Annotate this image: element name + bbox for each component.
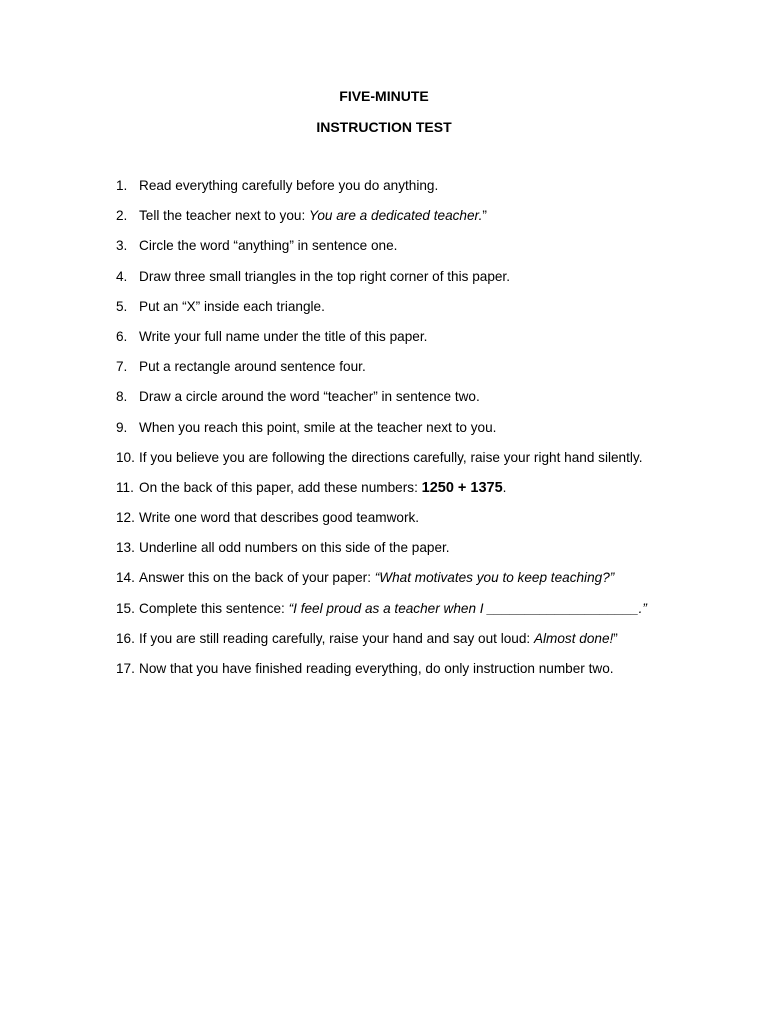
instruction-item bbox=[116, 539, 647, 569]
item-number: 6. bbox=[116, 328, 128, 344]
item-text: . bbox=[502, 479, 507, 495]
item-text: Underline all odd numbers on this side of the paper. bbox=[139, 540, 450, 556]
item-number: 15. bbox=[116, 600, 135, 616]
item-text: Put an “X” inside each triangle. bbox=[139, 298, 325, 314]
item-text: Circle the word “anything” in sentence one. bbox=[139, 238, 398, 254]
instruction-item bbox=[116, 569, 647, 599]
item-number: 16. bbox=[116, 630, 135, 646]
instruction-item bbox=[116, 237, 647, 267]
item-text: If you are still reading carefully, raise your hand and say out loud: bbox=[139, 630, 534, 646]
item-number: 1. bbox=[116, 178, 128, 193]
instruction-item bbox=[116, 419, 647, 449]
item-number: 9. bbox=[116, 419, 128, 435]
item-number: 8. bbox=[116, 389, 128, 405]
item-number: 10. bbox=[116, 449, 135, 465]
item-number: 12. bbox=[116, 510, 135, 526]
item-number: 4. bbox=[116, 268, 128, 284]
item-text: When you reach this point, smile at the teacher next to you. bbox=[139, 419, 497, 435]
item-text: ” bbox=[613, 630, 618, 646]
instruction-item bbox=[116, 509, 647, 539]
item-text: 1250 + 1375 bbox=[421, 479, 503, 496]
instruction-item bbox=[116, 600, 647, 630]
instruction-list bbox=[116, 177, 647, 690]
instruction-item bbox=[116, 268, 647, 298]
item-number: 11. bbox=[116, 479, 134, 495]
item-text: Complete this sentence: bbox=[139, 600, 289, 616]
item-number: 3. bbox=[116, 238, 128, 254]
instruction-item bbox=[116, 630, 647, 660]
item-number: 17. bbox=[116, 661, 135, 676]
item-text: Put a rectangle around sentence four. bbox=[139, 359, 366, 375]
item-text: You are a dedicated teacher. bbox=[309, 208, 483, 224]
item-number: 14. bbox=[116, 570, 135, 586]
item-text: ” bbox=[482, 208, 487, 224]
instruction-item bbox=[116, 388, 647, 418]
item-text: “What motivates you to keep teaching?” bbox=[374, 570, 615, 586]
item-text: Draw three small triangles in the top right corner of this paper. bbox=[139, 268, 510, 284]
instruction-item bbox=[116, 358, 647, 388]
item-number: 7. bbox=[116, 359, 128, 375]
item-text: Tell the teacher next to you: bbox=[139, 208, 310, 224]
instruction-item bbox=[116, 479, 647, 509]
instruction-item bbox=[116, 328, 647, 358]
instruction-item bbox=[116, 177, 647, 207]
instruction-item bbox=[116, 207, 647, 237]
item-text: Almost done! bbox=[533, 630, 614, 646]
item-number: 5. bbox=[116, 298, 128, 314]
item-text: Write one word that describes good teamwork. bbox=[139, 510, 420, 526]
item-text: If you believe you are following the directions carefully, raise your right hand silently. bbox=[139, 449, 643, 465]
instruction-item bbox=[116, 660, 647, 690]
item-text: Answer this on the back of your paper: bbox=[139, 570, 375, 586]
instruction-item bbox=[116, 298, 647, 328]
item-text: Now that you have finished reading everything, do only instruction number two. bbox=[139, 661, 614, 676]
item-text: On the back of this paper, add these numbers: bbox=[139, 479, 422, 495]
item-text: Draw a circle around the word “teacher” in sentence two. bbox=[139, 389, 480, 405]
item-number: 2. bbox=[116, 208, 128, 224]
document-title: FIVE-MINUTE bbox=[339, 88, 429, 104]
item-text: Write your full name under the title of this paper. bbox=[139, 328, 428, 344]
item-text: “I feel proud as a teacher when I ____________________.” bbox=[288, 600, 647, 616]
item-text: Read everything carefully before you do anything. bbox=[139, 178, 439, 193]
item-number: 13. bbox=[116, 540, 135, 556]
document-subtitle: INSTRUCTION TEST bbox=[316, 119, 452, 135]
instruction-item bbox=[116, 449, 647, 479]
